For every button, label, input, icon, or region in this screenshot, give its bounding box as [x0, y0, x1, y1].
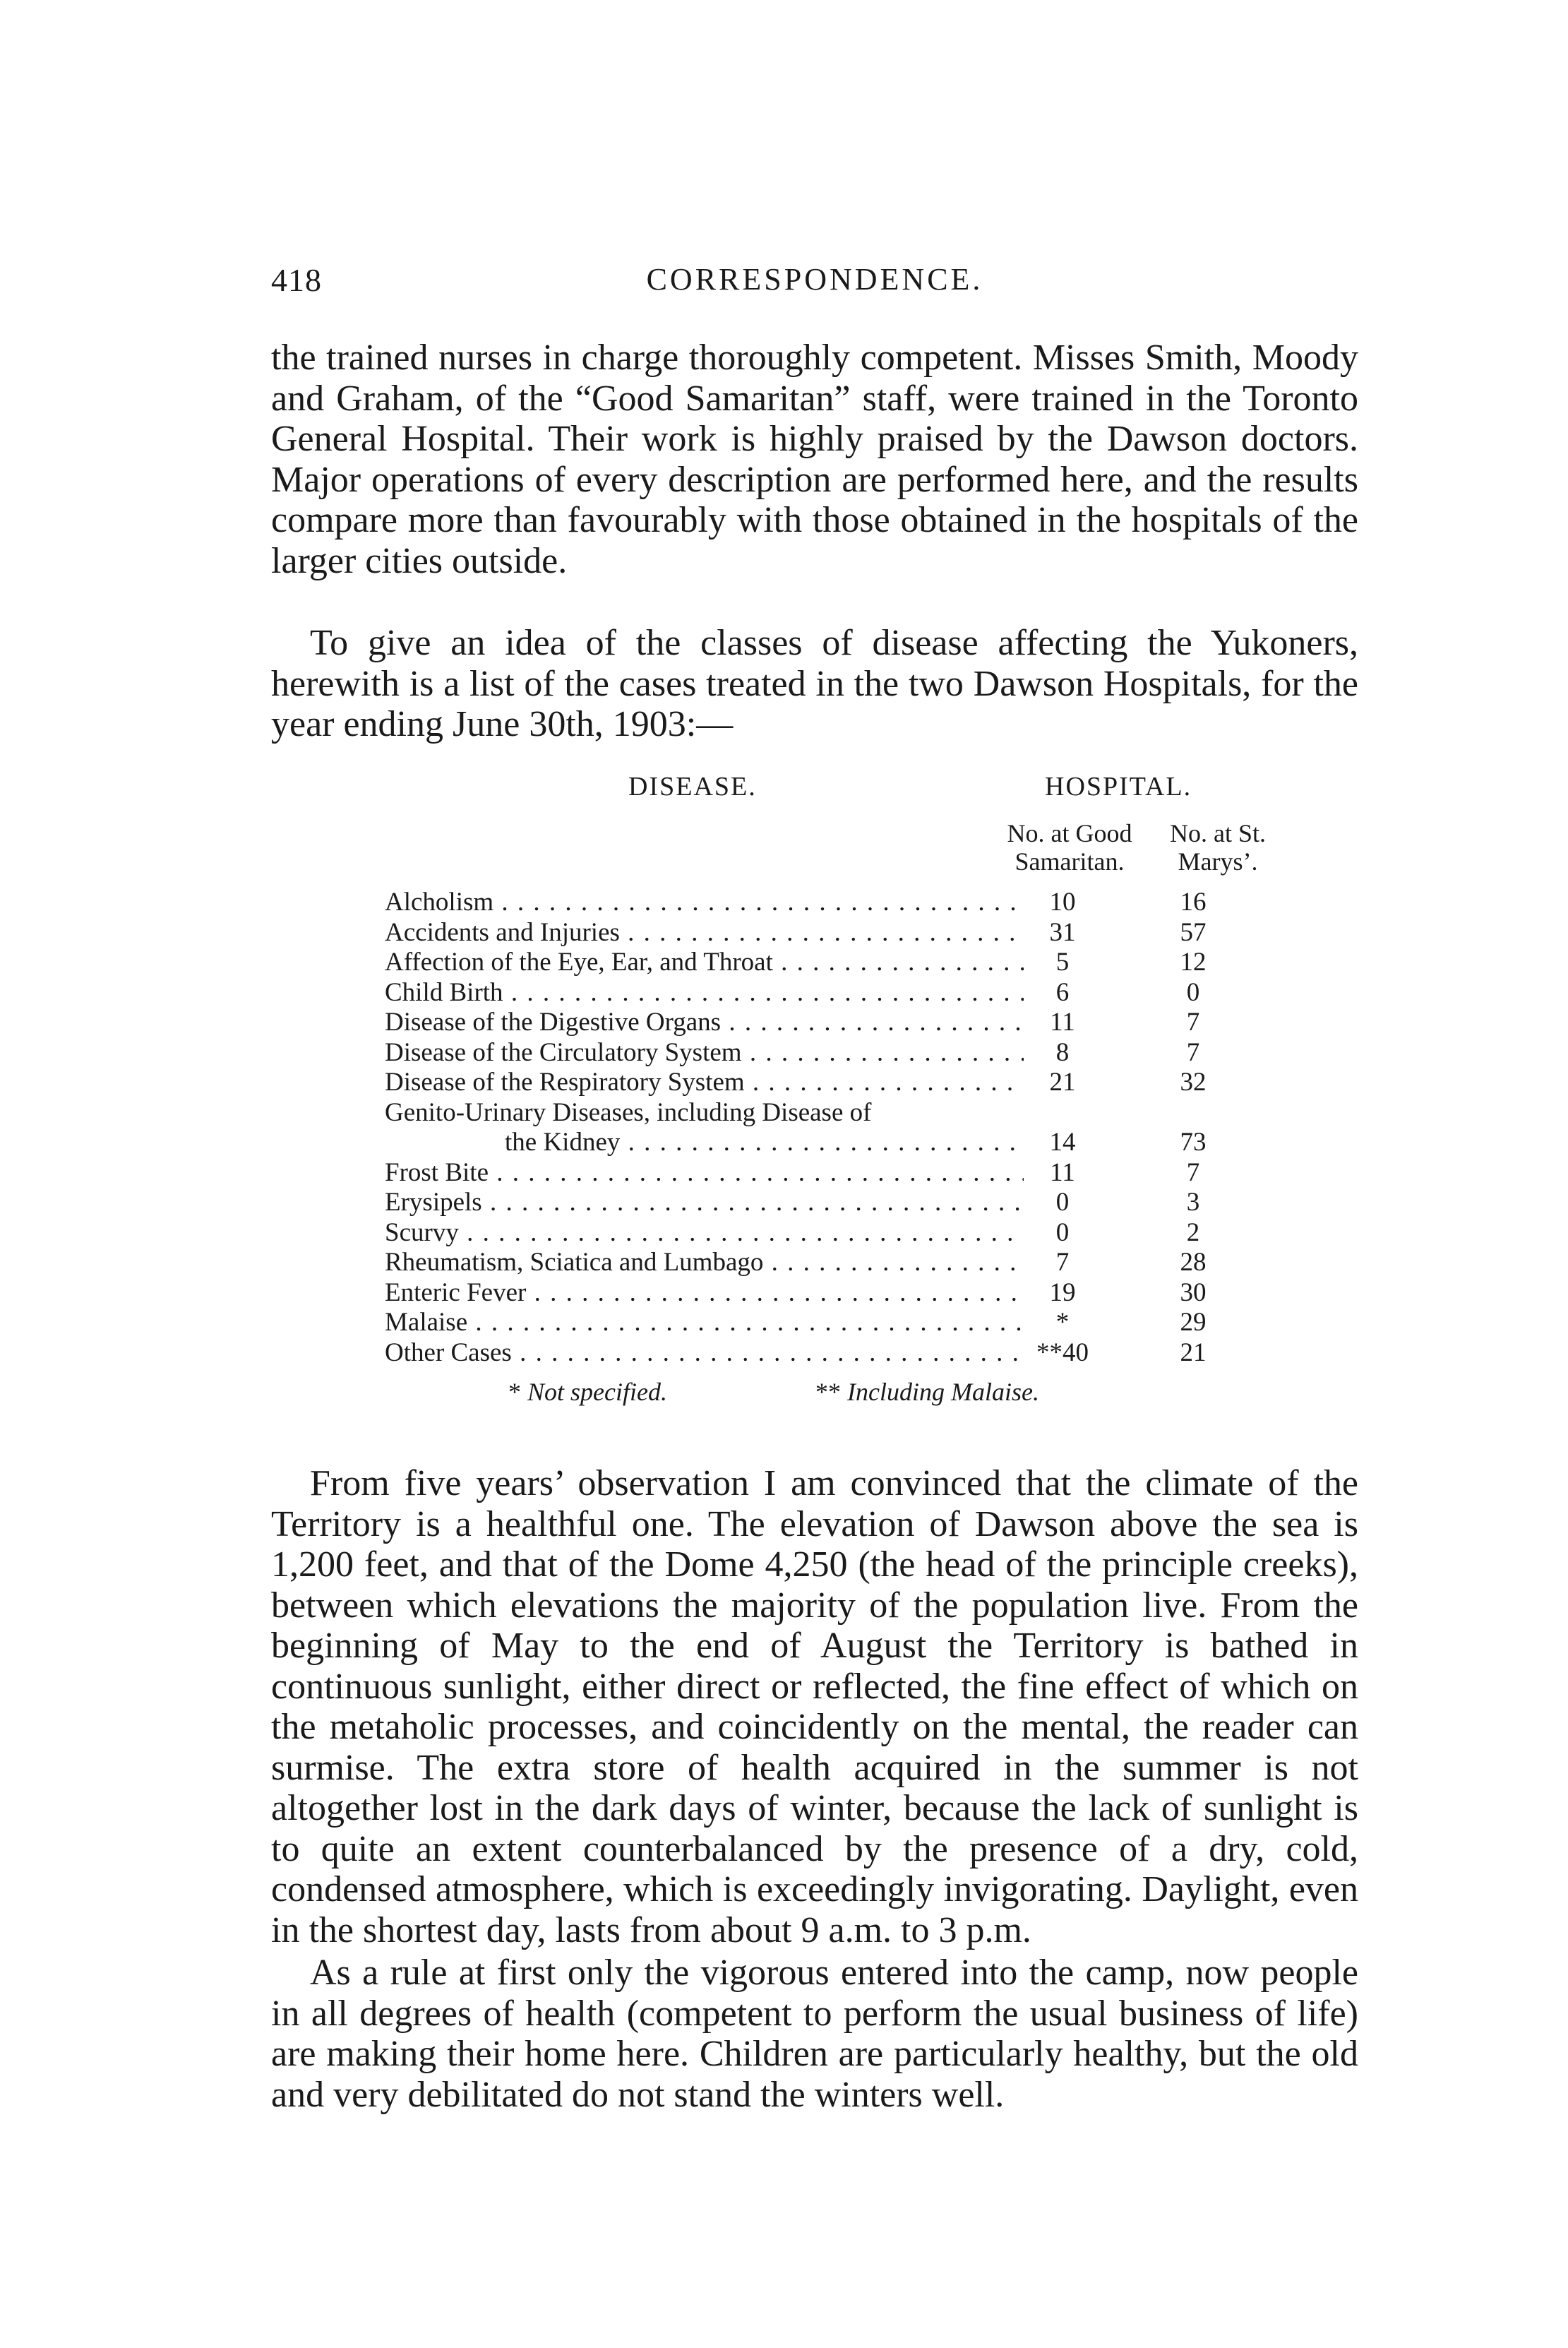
good-samaritan-count: 10 — [1049, 888, 1076, 917]
footnote-text: Not specified. — [527, 1378, 667, 1406]
good-samaritan-count: 31 — [1049, 917, 1076, 947]
footnote-mark: ** — [815, 1378, 841, 1406]
disease-name: Enteric Fever . . . — [385, 1278, 1024, 1309]
good-samaritan-count: 7 — [1055, 1248, 1070, 1277]
disease-name: Rheumatism, Sciatica and Lumbago . . . — [385, 1248, 1024, 1278]
table-row — [385, 1008, 1303, 1038]
page-header — [271, 261, 1358, 311]
st-marys-count: 7 — [1186, 1008, 1200, 1037]
good-samaritan-count: 11 — [1050, 1008, 1075, 1037]
table-row — [385, 1278, 1303, 1309]
table-row — [385, 948, 1303, 978]
disease-name: Accidents and Injuries . . . — [385, 918, 1024, 948]
footnote-not-specified — [508, 1377, 667, 1407]
st-marys-count: 7 — [1186, 1157, 1200, 1187]
table-row — [385, 1128, 1303, 1158]
table-body — [385, 888, 1303, 1368]
good-samaritan-count: 11 — [1050, 1157, 1075, 1187]
good-samaritan-count: 8 — [1055, 1037, 1070, 1067]
column-header-hospital: HOSPITAL. — [1045, 772, 1192, 801]
good-samaritan-count: 5 — [1055, 948, 1070, 977]
paragraph-nurses: the trained nurses in charge thoroughly competent. Misses Smith, Moody and Graham, of the “Good Samaritan” staff, were trained in the Toronto General Hospital. Their work is highly praised by the Dawson doctors. Major operations of every description are performed here, and the results compare more than favourably with those obtained in the hospitals of the larger cities outside. — [271, 338, 1358, 581]
st-marys-count: 2 — [1186, 1217, 1200, 1247]
st-marys-count: 7 — [1186, 1037, 1200, 1067]
good-samaritan-count: * — [1055, 1308, 1070, 1337]
disease-name: Frost Bite . . . — [385, 1158, 1024, 1188]
good-samaritan-count: 21 — [1049, 1068, 1076, 1097]
good-samaritan-count: 0 — [1055, 1217, 1070, 1247]
subheader-st-marys: No. at St. Marys’. — [1169, 819, 1266, 876]
st-marys-count: 0 — [1186, 977, 1200, 1007]
disease-name: Genito-Urinary Diseases, including Disease of — [385, 1097, 872, 1127]
st-marys-count: 30 — [1180, 1277, 1207, 1307]
footnote-including-malaise — [815, 1377, 1039, 1407]
paragraph-climate: From five years’ observation I am convinced that the climate of the Territory is a healthful one. The elevation of Dawson above the sea is 1,200 feet, and that of the Dome 4,250 (the head of the principle creeks), between which elevations the majority of the population live. From the beginning of May to the end of August the Territory is bathed in continuous sunlight, either direct or reflected, the fine effect of which on the metaholic processes, and coincidently on the mental, the reader can surmise. The extra store of health acquired in the summer is not altogether lost in the dark days of winter, because the lack of sunlight is to quite an extent counterbalanced by the presence of a dry, cold, condensed atmosphere, which is exceedingly invigorating. Daylight, even in the shortest day, lasts from about 9 a.m. to 3 p.m. — [271, 1463, 1358, 1950]
table-row — [385, 1308, 1303, 1338]
st-marys-count: 28 — [1180, 1248, 1207, 1277]
good-samaritan-count: 14 — [1049, 1128, 1076, 1157]
disease-name: Malaise . . . — [385, 1308, 1024, 1338]
st-marys-count: 73 — [1180, 1128, 1207, 1157]
st-marys-count: 3 — [1186, 1188, 1200, 1217]
disease-name: Disease of the Respiratory System . . . — [385, 1068, 1024, 1098]
disease-name: the Kidney . . . — [505, 1128, 1024, 1158]
disease-name: Affection of the Eye, Ear, and Throat . . . — [385, 948, 1024, 978]
table-row — [385, 1158, 1303, 1188]
table-row — [385, 1038, 1303, 1068]
st-marys-count: 57 — [1180, 917, 1207, 947]
disease-name: Alcholism . . . — [385, 888, 1024, 918]
running-head: CORRESPONDENCE. — [646, 262, 983, 297]
st-marys-count: 12 — [1180, 948, 1207, 977]
disease-name: Disease of the Circulatory System . . . — [385, 1038, 1024, 1068]
table-row — [385, 1068, 1303, 1098]
st-marys-count: 29 — [1180, 1308, 1207, 1337]
table-row — [385, 1218, 1303, 1249]
st-marys-count: 16 — [1180, 888, 1207, 917]
table-row — [385, 888, 1303, 918]
disease-name: Child Birth . . . — [385, 978, 1024, 1008]
table-row — [385, 1248, 1303, 1278]
disease-name: Other Cases . . . — [385, 1338, 1024, 1369]
st-marys-count: 32 — [1180, 1068, 1207, 1097]
good-samaritan-count: **40 — [1036, 1337, 1089, 1367]
table-row — [385, 1098, 1303, 1128]
page-number: 418 — [271, 262, 322, 298]
footnote-mark: * — [508, 1378, 521, 1406]
disease-name: Erysipels . . . — [385, 1188, 1024, 1218]
table-row — [385, 978, 1303, 1008]
table-row — [385, 1188, 1303, 1218]
good-samaritan-count: 19 — [1049, 1277, 1076, 1307]
good-samaritan-count: 6 — [1055, 977, 1070, 1007]
disease-name: Scurvy . . . — [385, 1218, 1024, 1249]
paragraph-health: As a rule at first only the vigorous entered into the camp, now people in all degrees of health (competent to perform the usual business of life) are making their home here. Children are particularly healthy, but the old and very debilitated do not stand the winters well. — [271, 1953, 1358, 2115]
column-header-disease: DISEASE. — [628, 772, 757, 801]
st-marys-count: 21 — [1180, 1337, 1207, 1367]
disease-name: Disease of the Digestive Organs . . . — [385, 1008, 1024, 1038]
footnote-text: Including Malaise. — [847, 1378, 1039, 1406]
subheader-good-samaritan: No. at Good Samaritan. — [1007, 819, 1132, 876]
paragraph-disease-intro: To give an idea of the classes of disease affecting the Yukoners, herewith is a list of the cases treated in the two Dawson Hospitals, for the year ending June 30th, 1903:— — [271, 623, 1358, 744]
table-row — [385, 918, 1303, 948]
table-row — [385, 1338, 1303, 1369]
good-samaritan-count: 0 — [1055, 1188, 1070, 1217]
